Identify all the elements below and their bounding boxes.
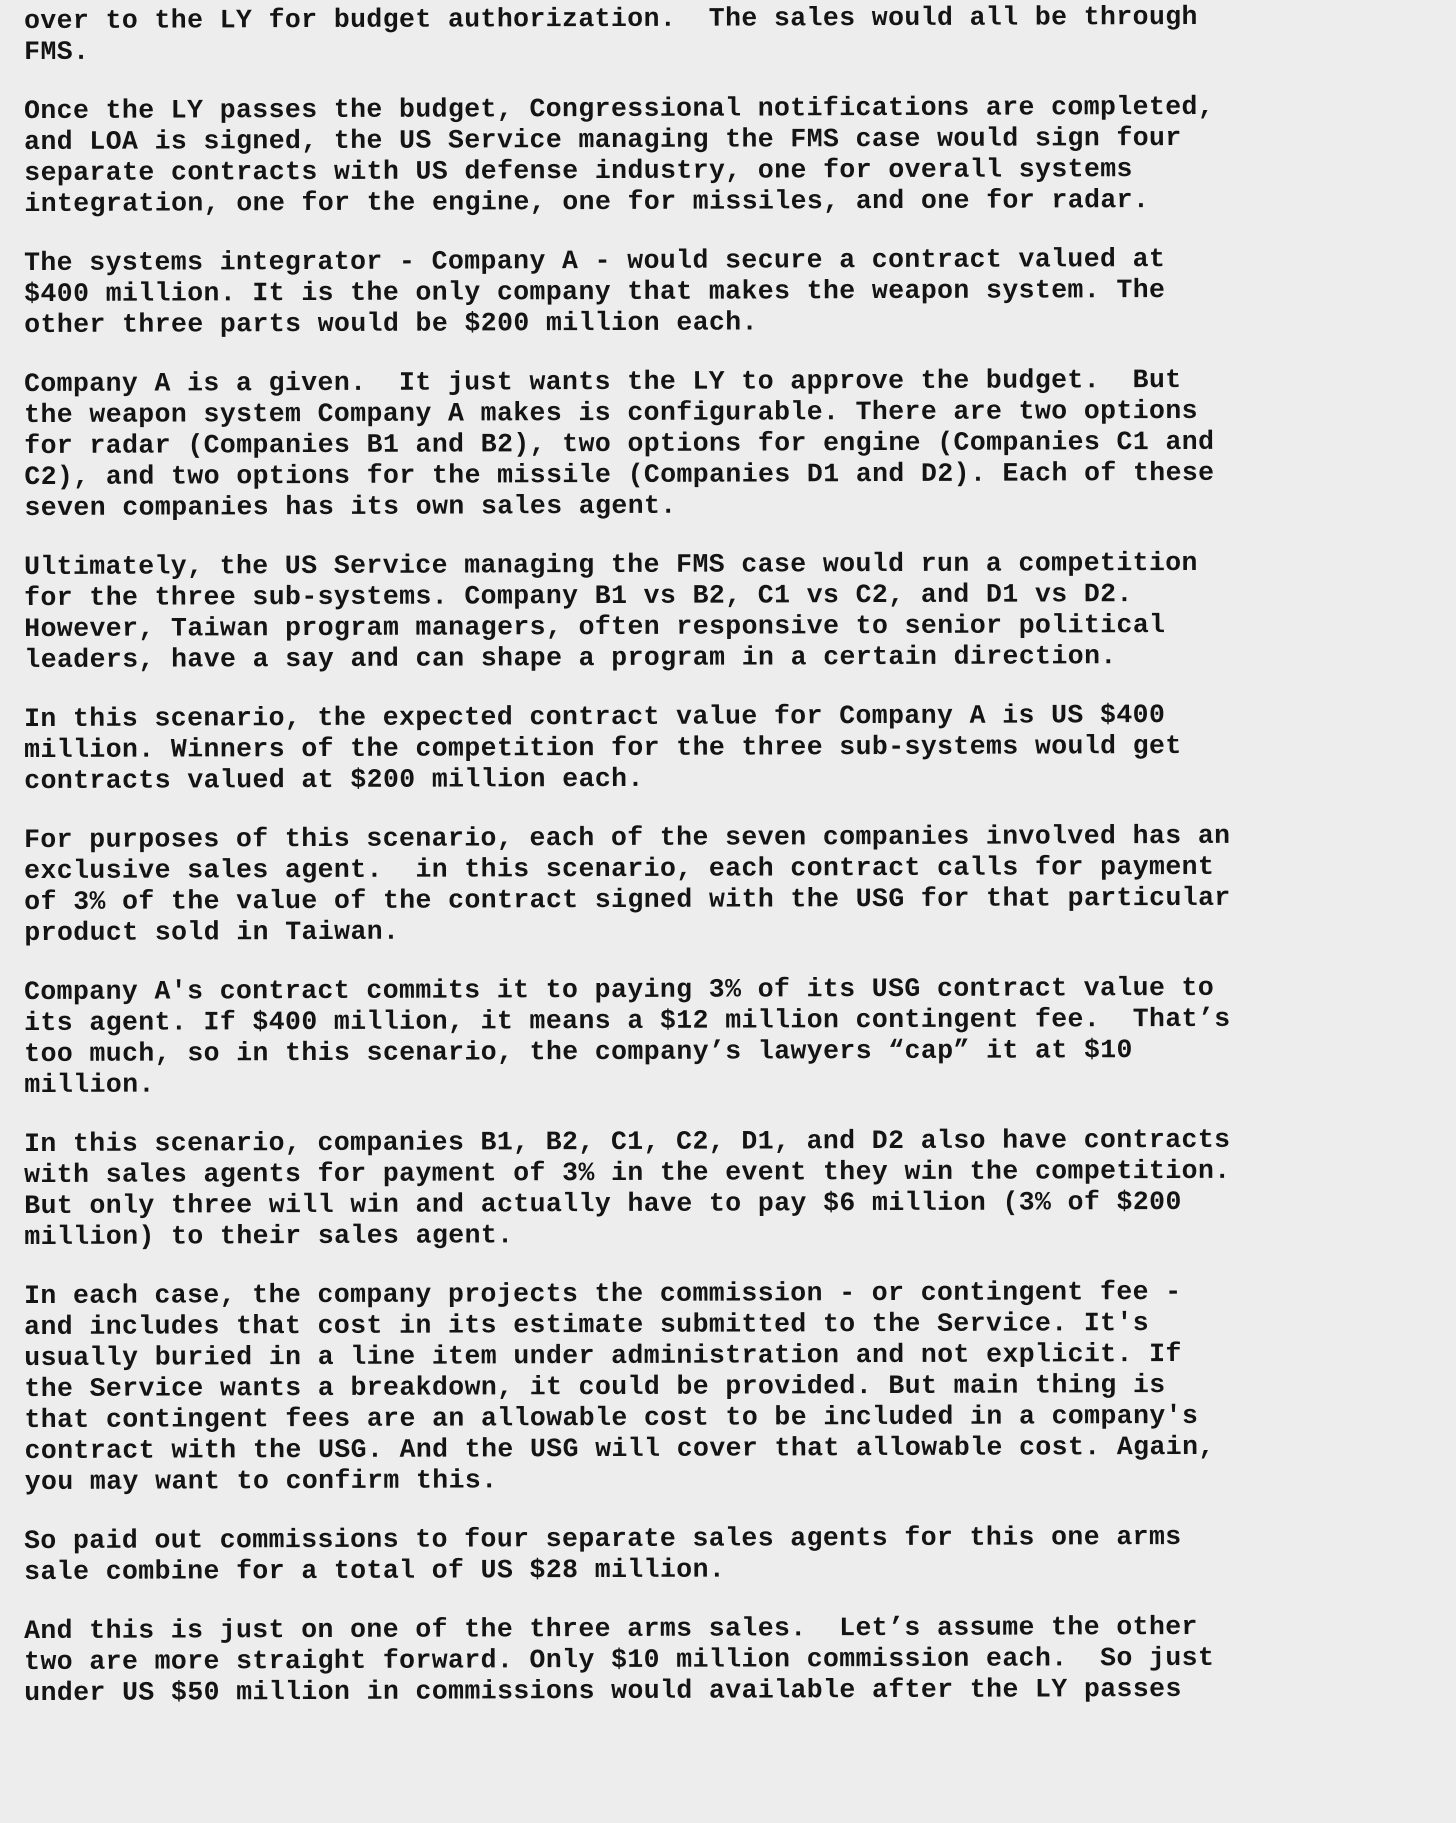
paragraph-four-contracts: Once the LY passes the budget, Congressional notifications are completed, and LOA is signed, the US Service managing the FMS case would sign four separate contracts with US defense industry, one for overall systems integration, one for the engine, one for missiles, and one for radar. [24, 91, 1215, 219]
paragraph-competition: Ultimately, the US Service managing the FMS case would run a competition for the three sub-systems. Company B1 vs B2, C1 vs C2, and D1 vs D2. However, Taiwan program managers, often responsive to senior political leaders, have a say and can shape a program in a certain direction. [24, 547, 1198, 675]
paragraph-total-commissions: So paid out commissions to four separate sales agents for this one arms sale combine for a total of US $28 million. [24, 1521, 1182, 1587]
paragraph-company-a-fee: Company A's contract commits it to paying 3% of its USG contract value to its agent. If $400 million, it means a $12 million contingent fee. That’s too much, so in this scenario, the company’s lawyers “cap” it at $10 million. [24, 972, 1231, 1100]
paragraph-expected-value: In this scenario, the expected contract value for Company A is US $400 million. Winners of the competition for the three sub-systems would get contracts valued at $200 million each. [24, 700, 1182, 796]
paragraph-subsystem-fees: In this scenario, companies B1, B2, C1, C2, D1, and D2 also have contracts with sales agents for payment of 3% in the event they win the competition. But only three will win and actually have to pay $6 million (3% of $200 million) to their sales agent. [24, 1124, 1231, 1252]
paragraph-allowable-cost: In each case, the company projects the commission - or contingent fee - and includes that cost in its estimate submitted to the Service. It's usually buried in a line item under administration and not explicit. If the Service wants a breakdown, it could be provided. But main thing is that contingent fees are an allowable cost to be included in a company's contract with the USG. And the USG will cover that allowable cost. Again, you may want to confirm this. [24, 1276, 1215, 1497]
paragraph-sales-agents: For purposes of this scenario, each of the seven companies involved has an exclusive sales agent. in this scenario, each contract calls for payment of 3% of the value of the contract signed with the USG for that particular product sold in Taiwan. [24, 820, 1231, 948]
paragraph-configurable-options: Company A is a given. It just wants the LY to approve the budget. But the weapon system Company A makes is configurable. There are two options for radar (Companies B1 and B2), two options for engine (Companies C1 and C2), and two options for the missile (Companies D1 and D2). Each of these seven companies has its own sales agent. [24, 364, 1215, 523]
paragraph-other-sales: And this is just on one of the three arms sales. Let’s assume the other two are more straight forward. Only $10 million commission each. So just under US $50 million in commissions would available after the LY passes [24, 1611, 1215, 1708]
paragraph-systems-integrator: The systems integrator - Company A - would secure a contract valued at $400 million. It is the only company that makes the weapon system. The other three parts would be $200 million each. [24, 244, 1166, 340]
paragraph-budget-authorization: over to the LY for budget authorization. The sales would all be through FMS. [24, 1, 1198, 67]
